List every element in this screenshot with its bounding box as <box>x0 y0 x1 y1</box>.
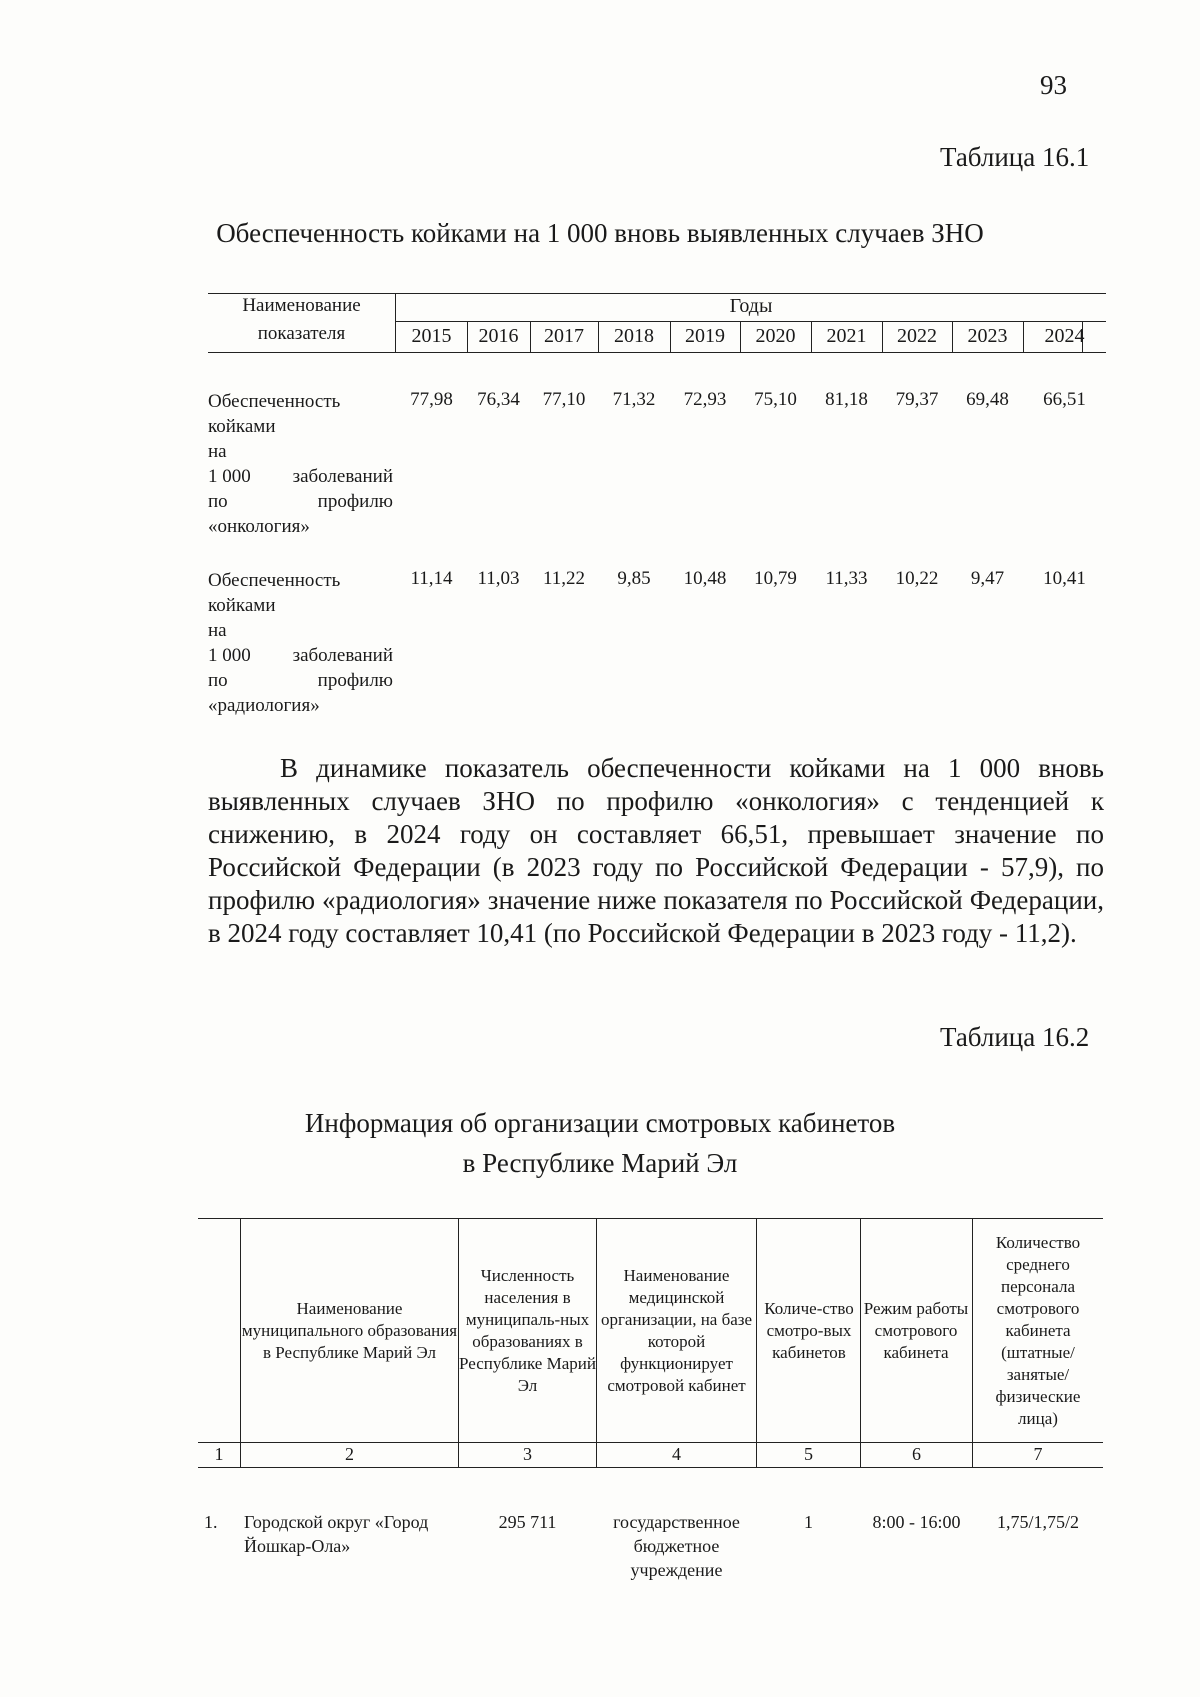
row1-2021: 81,18 <box>825 389 868 410</box>
row1-2018: 71,32 <box>612 389 656 410</box>
table1-title: Обеспеченность койками на 1 000 вновь выявленных случаев ЗНО <box>216 218 984 248</box>
row1-2020: 75,10 <box>754 389 797 410</box>
colnum-6: 6 <box>912 1444 921 1464</box>
header-staff: Количество среднего персонала смотрового кабинета (штатные/ занятые/ физические лица) <box>995 1233 1081 1428</box>
row2-2022: 10,22 <box>895 568 939 589</box>
row2-2015: 11,14 <box>410 568 453 589</box>
table2-title-line2: в Республике Марий Эл <box>462 1148 738 1178</box>
year-2015: 2015 <box>411 325 452 347</box>
row-number: 1. <box>204 1512 218 1532</box>
row2-2019: 10,48 <box>683 568 727 589</box>
year-2023: 2023 <box>967 325 1008 347</box>
year-2018: 2018 <box>614 325 654 347</box>
row2-2024: 10,41 <box>1043 568 1086 589</box>
colnum-4: 4 <box>672 1444 681 1464</box>
colnum-3: 3 <box>523 1444 532 1464</box>
row2-2023: 9,47 <box>970 568 1005 589</box>
row1-2024: 66,51 <box>1043 389 1086 410</box>
row-cabinets: 1 <box>804 1512 813 1532</box>
page-number: 93 <box>1040 70 1067 100</box>
table-row <box>198 1510 1103 1600</box>
body-paragraph: В динамике показатель обеспеченности койками на 1 000 вновь выявленных случаев ЗНО по профилю «онкология» с тенденцией к снижению, в 2024 году он составляет 66,51, превышает значение по Российской Федерации (в 2023 году по Российской Федерации - 57,9), по профилю «радиология» значение ниже показателя по Российской Федерации, в 2024 году составляет 10,41 (по Российской Федерации в 2023 году - 11,2). <box>208 753 1104 948</box>
header-organization: Наименование медицинской организации, на базе которой функционирует смотровой кабинет <box>600 1266 753 1395</box>
colnum-2: 2 <box>345 1444 354 1464</box>
row1-2015: 77,98 <box>410 389 453 410</box>
row2-2020: 10,79 <box>754 568 797 589</box>
row-staff: 1,75/1,75/2 <box>996 1512 1079 1532</box>
year-2017: 2017 <box>544 325 584 347</box>
row-municipality: Городской округ «Город Йошкар-Ола» <box>244 1512 429 1556</box>
year-2024: 2024 <box>1044 325 1085 347</box>
row-schedule: 8:00 - 16:00 <box>872 1512 961 1532</box>
row1-label: Обеспеченность койками на 1 000 заболеваний по профилю «онкология» <box>208 391 393 537</box>
row2-2017: 11,22 <box>542 568 586 589</box>
table-16-2 <box>198 1218 1103 1478</box>
header-years: Годы <box>729 295 773 317</box>
year-2020: 2020 <box>755 325 796 347</box>
header-name-line1: Наименование <box>242 295 361 316</box>
row1-2017: 77,10 <box>542 389 586 410</box>
table1-label: Таблица 16.1 <box>940 142 1090 172</box>
row-population: 295 711 <box>498 1512 557 1532</box>
row1-2016: 76,34 <box>477 389 520 410</box>
row1-2019: 72,93 <box>683 389 727 410</box>
table2-title-line1: Информация об организации смотровых кабинетов <box>304 1108 896 1138</box>
colnum-7: 7 <box>1033 1444 1043 1464</box>
colnum-1: 1 <box>214 1444 224 1464</box>
row-organization: государственное бюджетное учреждение <box>613 1512 740 1580</box>
year-2022: 2022 <box>897 325 937 347</box>
header-cabinets: Количе-ство смотро-вых кабинетов <box>764 1299 854 1362</box>
year-2021: 2021 <box>826 325 867 347</box>
row1-2022: 79,37 <box>895 389 939 410</box>
header-population: Численность населения в муниципаль-ных образованиях в Республике Марий Эл <box>459 1266 596 1395</box>
header-schedule: Режим работы смотрового кабинета <box>863 1299 969 1362</box>
row2-2021: 11,33 <box>825 568 868 589</box>
row2-label: Обеспеченность койками на 1 000 заболеваний по профилю «радиология» <box>208 570 393 716</box>
row2-2018: 9,85 <box>617 568 651 589</box>
header-municipality: Наименование муниципального образования в Республике Марий Эл <box>241 1299 458 1362</box>
row2-2016: 11,03 <box>477 568 520 589</box>
header-name-line2: показателя <box>257 323 346 344</box>
year-2016: 2016 <box>478 325 519 347</box>
row1-2023: 69,48 <box>966 389 1009 410</box>
colnum-5: 5 <box>804 1444 813 1464</box>
year-2019: 2019 <box>685 325 725 347</box>
table2-label: Таблица 16.2 <box>940 1022 1090 1052</box>
